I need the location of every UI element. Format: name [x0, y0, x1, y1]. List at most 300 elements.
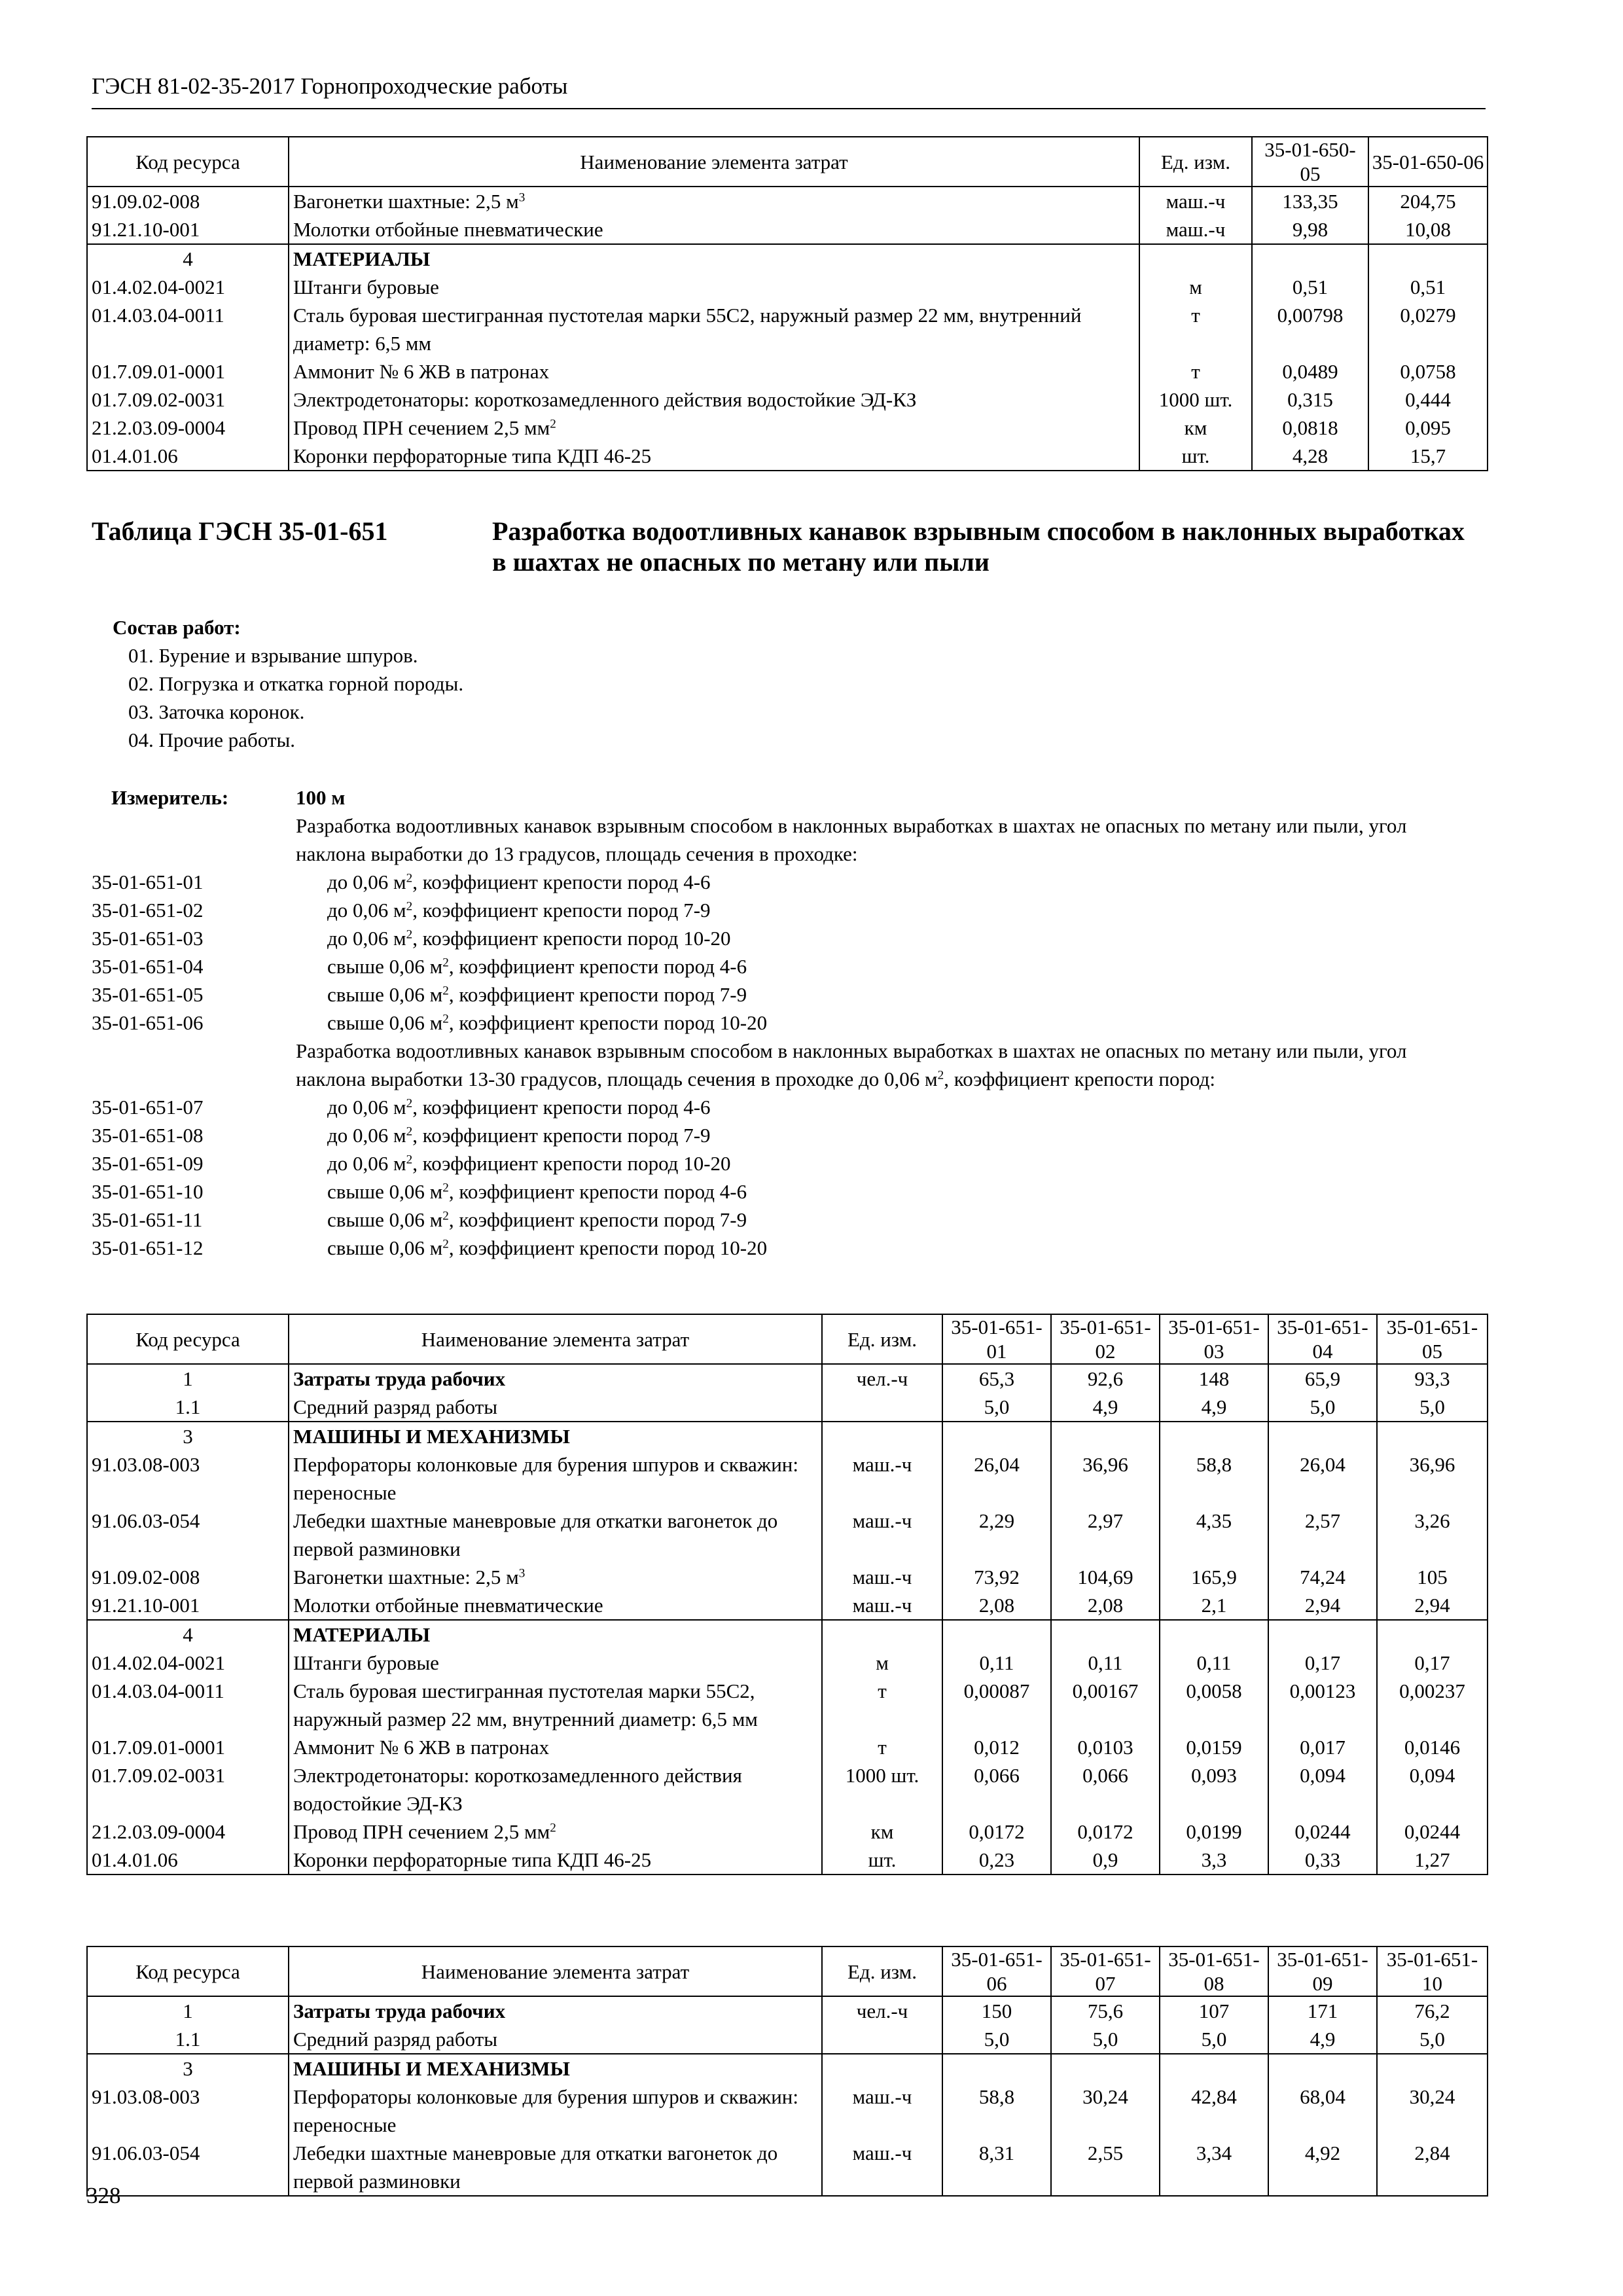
cell-name: МАШИНЫ И МЕХАНИЗМЫ — [289, 2054, 822, 2083]
norm-description: свыше 0,06 $м^2$, коэффициент крепости пород 7-9 — [327, 1208, 747, 1231]
table-row — [87, 2139, 1488, 2196]
table-row — [87, 1846, 1488, 1874]
cell-value: 5,0 — [1051, 2025, 1160, 2054]
running-header: ГЭСН 81-02-35-2017 Горнопроходческие работы — [92, 73, 568, 99]
norm-item — [92, 896, 1472, 924]
col-header-name: Наименование элемента затрат — [289, 1314, 822, 1364]
cell-value: 0,00123 — [1268, 1677, 1377, 1733]
norm-code: 35-01-651-04 — [92, 955, 204, 978]
cell-name: Средний разряд работы — [289, 1393, 822, 1422]
cell-value: 0,00237 — [1377, 1677, 1488, 1733]
norm-description: свыше 0,06 $м^2$, коэффициент крепости пород 7-9 — [327, 983, 747, 1006]
cell-unit: т — [1139, 357, 1252, 386]
cell-name: МАТЕРИАЛЫ — [289, 1620, 822, 1649]
cell-value — [1268, 2054, 1377, 2083]
table-label: Таблица ГЭСН 35-01-651 — [92, 516, 388, 546]
cell-value: 0,23 — [942, 1846, 1051, 1874]
work-item: 03. Заточка коронок. — [128, 700, 305, 723]
cell-name: Коронки перфораторные типа КДП 46-25 — [289, 442, 1139, 471]
cell-unit: км — [1139, 414, 1252, 442]
cell-value: 2,94 — [1377, 1591, 1488, 1620]
cell-unit — [822, 1422, 942, 1450]
cell-value: 107 — [1160, 1996, 1268, 2025]
col-header-norm: 35-01-651-08 — [1160, 1946, 1268, 1996]
col-header-norm: 35-01-651-03 — [1160, 1314, 1268, 1364]
cell-code: 3 — [87, 1422, 289, 1450]
cell-code: 01.7.09.01-0001 — [87, 1733, 289, 1761]
cell-code: 3 — [87, 2054, 289, 2083]
norm-description: до 0,06 $м^2$, коэффициент крепости пород 10-20 — [327, 927, 731, 950]
norm-description: свыше 0,06 $м^2$, коэффициент крепости пород 4-6 — [327, 1180, 747, 1203]
cell-value: 30,24 — [1377, 2083, 1488, 2139]
cell-value: 148 — [1160, 1364, 1268, 1393]
cell-code: 01.4.02.04-0021 — [87, 273, 289, 301]
cell-unit: маш.-ч — [1139, 187, 1252, 215]
cell-value — [1051, 1422, 1160, 1450]
cell-code: 91.06.03-054 — [87, 2139, 289, 2196]
col-header-norm: 35-01-651-02 — [1051, 1314, 1160, 1364]
table-row — [87, 1563, 1488, 1591]
cell-unit: т — [1139, 301, 1252, 357]
cell-value: 3,26 — [1377, 1507, 1488, 1563]
cell-value: 3,3 — [1160, 1846, 1268, 1874]
cell-unit: маш.-ч — [822, 1507, 942, 1563]
norm-item — [92, 1177, 1472, 1206]
table-row — [87, 1393, 1488, 1422]
cell-code: 01.4.01.06 — [87, 1846, 289, 1874]
cell-value: 0,0199 — [1160, 1818, 1268, 1846]
cell-code: 01.7.09.01-0001 — [87, 357, 289, 386]
norm-item — [92, 1149, 1472, 1177]
cell-value: 0,17 — [1377, 1649, 1488, 1677]
table-row — [87, 1450, 1488, 1507]
table-header-row — [87, 1946, 1488, 1996]
cell-value — [1377, 1620, 1488, 1649]
table-row — [87, 1422, 1488, 1450]
table-title: Разработка водоотливных канавок взрывным способом в наклонных выработках в шахтах не опасных по метану или пыли — [492, 516, 1465, 577]
norm-item — [92, 868, 1472, 896]
cell-value: 0,0058 — [1160, 1677, 1268, 1733]
cell-value — [1160, 1620, 1268, 1649]
cell-value: 105 — [1377, 1563, 1488, 1591]
cell-value: 0,0244 — [1268, 1818, 1377, 1846]
resources-table-651-a — [86, 1314, 1488, 1875]
table-row — [87, 1364, 1488, 1393]
cell-value: 2,29 — [942, 1507, 1051, 1563]
norm-code: 35-01-651-03 — [92, 927, 204, 950]
cell-code: 4 — [87, 244, 289, 273]
cell-value: 1,27 — [1377, 1846, 1488, 1874]
table-row — [87, 215, 1488, 244]
cell-value: 75,6 — [1051, 1996, 1160, 2025]
cell-value: 204,75 — [1368, 187, 1488, 215]
cell-value: 0,11 — [942, 1649, 1051, 1677]
norm-description: до 0,06 $м^2$, коэффициент крепости пород 4-6 — [327, 1096, 711, 1119]
col-header-norm: 35-01-650-06 — [1368, 137, 1488, 187]
cell-value: 36,96 — [1051, 1450, 1160, 1507]
cell-value: 92,6 — [1051, 1364, 1160, 1393]
cell-value: 4,9 — [1160, 1393, 1268, 1422]
resources-table-650 — [86, 136, 1488, 471]
norm-code: 35-01-651-10 — [92, 1180, 204, 1203]
work-composition — [113, 613, 463, 754]
cell-value: 3,34 — [1160, 2139, 1268, 2196]
cell-name: Штанги буровые — [289, 1649, 822, 1677]
cell-name: Аммонит № 6 ЖВ в патронах — [289, 1733, 822, 1761]
cell-value: 0,0172 — [1051, 1818, 1160, 1846]
cell-value: 2,08 — [1051, 1591, 1160, 1620]
cell-value: 2,97 — [1051, 1507, 1160, 1563]
cell-name: Вагонетки шахтные: 2,5 $м^3$ — [289, 187, 1139, 215]
work-item: 04. Прочие работы. — [128, 728, 296, 751]
table-row — [87, 414, 1488, 442]
cell-value: 74,24 — [1268, 1563, 1377, 1591]
cell-value: 0,017 — [1268, 1733, 1377, 1761]
group-description-row — [92, 1037, 1472, 1093]
cell-code: 01.4.03.04-0011 — [87, 1677, 289, 1733]
cell-name: Электродетонаторы: короткозамедленного действия водостойкие ЭД-КЗ — [289, 1761, 822, 1818]
norm-description: свыше 0,06 $м^2$, коэффициент крепости пород 10-20 — [327, 1011, 768, 1034]
cell-name: МАШИНЫ И МЕХАНИЗМЫ — [289, 1422, 822, 1450]
norm-code: 35-01-651-12 — [92, 1236, 204, 1259]
cell-value: 65,3 — [942, 1364, 1051, 1393]
norm-code: 35-01-651-11 — [92, 1208, 203, 1231]
cell-name: Затраты труда рабочих — [289, 1364, 822, 1393]
col-header-unit: Ед. изм. — [822, 1946, 942, 1996]
cell-value: 2,57 — [1268, 1507, 1377, 1563]
cell-name: Провод ПРН сечением 2,5 $мм^2$ — [289, 1818, 822, 1846]
table-row — [87, 442, 1488, 471]
cell-value: 68,04 — [1268, 2083, 1377, 2139]
norm-code: 35-01-651-05 — [92, 983, 204, 1006]
cell-code: 01.4.02.04-0021 — [87, 1649, 289, 1677]
cell-value: 4,92 — [1268, 2139, 1377, 2196]
cell-name: Молотки отбойные пневматические — [289, 1591, 822, 1620]
cell-name: Перфораторы колонковые для бурения шпуров и скважин: переносные — [289, 1450, 822, 1507]
cell-value: 171 — [1268, 1996, 1377, 2025]
cell-unit: маш.-ч — [822, 1563, 942, 1591]
col-header-norm: 35-01-650-05 — [1252, 137, 1368, 187]
norm-code: 35-01-651-02 — [92, 899, 204, 922]
norm-description: свыше 0,06 $м^2$, коэффициент крепости пород 4-6 — [327, 955, 747, 978]
cell-value: 26,04 — [942, 1450, 1051, 1507]
group-description-row — [92, 812, 1472, 868]
cell-name: Коронки перфораторные типа КДП 46-25 — [289, 1846, 822, 1874]
work-item: 02. Погрузка и откатка горной породы. — [128, 672, 464, 695]
table-row — [87, 1818, 1488, 1846]
cell-unit: чел.-ч — [822, 1364, 942, 1393]
table-row — [87, 2083, 1488, 2139]
cell-name: Молотки отбойные пневматические — [289, 215, 1139, 244]
cell-value: 2,84 — [1377, 2139, 1488, 2196]
resources-table-651-b — [86, 1946, 1488, 2197]
measurement-row — [92, 783, 1472, 812]
col-header-name: Наименование элемента затрат — [289, 137, 1139, 187]
cell-value: 5,0 — [1160, 2025, 1268, 2054]
cell-unit: шт. — [822, 1846, 942, 1874]
cell-unit — [822, 1393, 942, 1422]
norm-item — [92, 1093, 1472, 1121]
table-row — [87, 1649, 1488, 1677]
cell-code: 01.7.09.02-0031 — [87, 1761, 289, 1818]
col-header-unit: Ед. изм. — [1139, 137, 1252, 187]
cell-code: 91.03.08-003 — [87, 2083, 289, 2139]
cell-value: 4,9 — [1051, 1393, 1160, 1422]
cell-name: Средний разряд работы — [289, 2025, 822, 2054]
table-row — [87, 1761, 1488, 1818]
cell-name: Аммонит № 6 ЖВ в патронах — [289, 357, 1139, 386]
cell-value — [1268, 1620, 1377, 1649]
measurement-label: Измеритель: — [111, 786, 229, 809]
cell-name: Электродетонаторы: короткозамедленного действия водостойкие ЭД-КЗ — [289, 386, 1139, 414]
cell-value: 0,0489 — [1252, 357, 1368, 386]
cell-code: 91.06.03-054 — [87, 1507, 289, 1563]
cell-name: Провод ПРН сечением 2,5 $мм^2$ — [289, 414, 1139, 442]
norm-code: 35-01-651-07 — [92, 1096, 204, 1119]
cell-value: 0,00798 — [1252, 301, 1368, 357]
cell-value: 0,012 — [942, 1733, 1051, 1761]
cell-name: Перфораторы колонковые для бурения шпуров и скважин: переносные — [289, 2083, 822, 2139]
cell-code: 1 — [87, 1996, 289, 2025]
norm-code: 35-01-651-06 — [92, 1011, 204, 1034]
norm-code: 35-01-651-08 — [92, 1124, 204, 1147]
cell-name: Вагонетки шахтные: 2,5 $м^3$ — [289, 1563, 822, 1591]
cell-unit: чел.-ч — [822, 1996, 942, 2025]
col-header-unit: Ед. изм. — [822, 1314, 942, 1364]
cell-value: 0,066 — [1051, 1761, 1160, 1818]
cell-value: 65,9 — [1268, 1364, 1377, 1393]
table-row — [87, 187, 1488, 215]
cell-value: 0,315 — [1252, 386, 1368, 414]
cell-code: 21.2.03.09-0004 — [87, 1818, 289, 1846]
table-row — [87, 357, 1488, 386]
col-header-norm: 35-01-651-09 — [1268, 1946, 1377, 1996]
col-header-code: Код ресурса — [87, 1946, 289, 1996]
cell-value — [942, 1422, 1051, 1450]
cell-name: Затраты труда рабочих — [289, 1996, 822, 2025]
group-description: Разработка водоотливных канавок взрывным способом в наклонных выработках в шахтах не опасных по метану или пыли, угол наклона выработки до 13 градусов, площадь сечения в проходке: — [296, 814, 1407, 865]
cell-value: 0,33 — [1268, 1846, 1377, 1874]
table-row — [87, 386, 1488, 414]
cell-unit: маш.-ч — [1139, 215, 1252, 244]
cell-value — [1160, 2054, 1268, 2083]
cell-value: 73,92 — [942, 1563, 1051, 1591]
col-header-code: Код ресурса — [87, 1314, 289, 1364]
cell-value — [1252, 244, 1368, 273]
cell-value: 0,095 — [1368, 414, 1488, 442]
norm-item — [92, 1206, 1472, 1234]
cell-value: 2,94 — [1268, 1591, 1377, 1620]
work-item: 01. Бурение и взрывание шпуров. — [128, 644, 418, 667]
cell-value: 0,0103 — [1051, 1733, 1160, 1761]
cell-value: 0,17 — [1268, 1649, 1377, 1677]
cell-value: 0,00087 — [942, 1677, 1051, 1733]
cell-value: 0,51 — [1368, 273, 1488, 301]
cell-value — [1051, 1620, 1160, 1649]
norm-item — [92, 1234, 1472, 1262]
cell-value: 0,066 — [942, 1761, 1051, 1818]
cell-value — [1368, 244, 1488, 273]
cell-value: 133,35 — [1252, 187, 1368, 215]
cell-value: 0,9 — [1051, 1846, 1160, 1874]
cell-value: 5,0 — [942, 1393, 1051, 1422]
cell-unit: т — [822, 1733, 942, 1761]
cell-value: 0,0758 — [1368, 357, 1488, 386]
cell-value: 5,0 — [1377, 2025, 1488, 2054]
col-header-code: Код ресурса — [87, 137, 289, 187]
table-row — [87, 1591, 1488, 1620]
cell-code: 1.1 — [87, 2025, 289, 2054]
cell-unit: 1000 шт. — [822, 1761, 942, 1818]
cell-value: 0,444 — [1368, 386, 1488, 414]
cell-value: 150 — [942, 1996, 1051, 2025]
cell-value: 2,55 — [1051, 2139, 1160, 2196]
norm-code: 35-01-651-01 — [92, 870, 204, 893]
cell-value: 0,11 — [1160, 1649, 1268, 1677]
cell-value: 4,28 — [1252, 442, 1368, 471]
cell-code: 1 — [87, 1364, 289, 1393]
cell-value: 0,51 — [1252, 273, 1368, 301]
col-header-norm: 35-01-651-01 — [942, 1314, 1051, 1364]
cell-unit: маш.-ч — [822, 1591, 942, 1620]
norm-item — [92, 1121, 1472, 1149]
cell-value: 36,96 — [1377, 1450, 1488, 1507]
cell-value: 8,31 — [942, 2139, 1051, 2196]
page-number: 328 — [86, 2183, 121, 2208]
cell-value: 0,0818 — [1252, 414, 1368, 442]
table-row — [87, 1507, 1488, 1563]
cell-value: 104,69 — [1051, 1563, 1160, 1591]
measurement-block — [92, 783, 1472, 1262]
cell-unit — [1139, 244, 1252, 273]
table-header-row — [87, 1314, 1488, 1364]
norm-item — [92, 980, 1472, 1009]
cell-code: 1.1 — [87, 1393, 289, 1422]
table-row — [87, 2054, 1488, 2083]
cell-value: 76,2 — [1377, 1996, 1488, 2025]
cell-value: 58,8 — [1160, 1450, 1268, 1507]
norm-item — [92, 952, 1472, 980]
cell-value: 0,0172 — [942, 1818, 1051, 1846]
cell-value: 0,0244 — [1377, 1818, 1488, 1846]
cell-value: 30,24 — [1051, 2083, 1160, 2139]
cell-unit — [822, 2025, 942, 2054]
cell-value: 15,7 — [1368, 442, 1488, 471]
cell-value: 0,11 — [1051, 1649, 1160, 1677]
cell-unit: шт. — [1139, 442, 1252, 471]
norm-description: до 0,06 $м^2$, коэффициент крепости пород 4-6 — [327, 870, 711, 893]
col-header-name: Наименование элемента затрат — [289, 1946, 822, 1996]
table-row — [87, 2025, 1488, 2054]
cell-value: 0,0146 — [1377, 1733, 1488, 1761]
cell-value: 9,98 — [1252, 215, 1368, 244]
cell-value: 4,35 — [1160, 1507, 1268, 1563]
col-header-norm: 35-01-651-04 — [1268, 1314, 1377, 1364]
cell-value: 42,84 — [1160, 2083, 1268, 2139]
table-row — [87, 1996, 1488, 2025]
col-header-norm: 35-01-651-05 — [1377, 1314, 1488, 1364]
cell-value: 5,0 — [942, 2025, 1051, 2054]
cell-name: Сталь буровая шестигранная пустотелая марки 55С2, наружный размер 22 мм, внутренний диаметр: 6,5 мм — [289, 1677, 822, 1733]
cell-value: 165,9 — [1160, 1563, 1268, 1591]
group-description: Разработка водоотливных канавок взрывным способом в наклонных выработках в шахтах не опасных по метану или пыли, угол наклона выработки 13-30 градусов, площадь сечения в проходке до 0,06 $м^2$, коэффициент крепости пород: — [296, 1039, 1407, 1090]
table-row — [87, 244, 1488, 273]
cell-value: 58,8 — [942, 2083, 1051, 2139]
norm-description: до 0,06 $м^2$, коэффициент крепости пород 10-20 — [327, 1152, 731, 1175]
cell-code: 91.09.02-008 — [87, 1563, 289, 1591]
cell-unit: т — [822, 1677, 942, 1733]
cell-value: 4,9 — [1268, 2025, 1377, 2054]
norm-description: до 0,06 $м^2$, коэффициент крепости пород 7-9 — [327, 899, 711, 922]
col-header-norm: 35-01-651-07 — [1051, 1946, 1160, 1996]
cell-value: 10,08 — [1368, 215, 1488, 244]
cell-unit — [822, 1620, 942, 1649]
col-header-norm: 35-01-651-06 — [942, 1946, 1051, 1996]
cell-value: 0,0159 — [1160, 1733, 1268, 1761]
norm-description: свыше 0,06 $м^2$, коэффициент крепости пород 10-20 — [327, 1236, 768, 1259]
cell-name: Лебедки шахтные маневровые для откатки вагонеток до первой разминовки — [289, 2139, 822, 2196]
cell-value: 0,0279 — [1368, 301, 1488, 357]
cell-value — [1377, 1422, 1488, 1450]
cell-value — [942, 1620, 1051, 1649]
cell-value: 5,0 — [1377, 1393, 1488, 1422]
cell-code: 01.4.03.04-0011 — [87, 301, 289, 357]
cell-name: Штанги буровые — [289, 273, 1139, 301]
cell-unit — [822, 2054, 942, 2083]
cell-unit: км — [822, 1818, 942, 1846]
cell-code: 91.03.08-003 — [87, 1450, 289, 1507]
header-rule — [92, 108, 1486, 109]
cell-value: 0,094 — [1377, 1761, 1488, 1818]
cell-code: 91.21.10-001 — [87, 1591, 289, 1620]
table-row — [87, 1733, 1488, 1761]
cell-value — [942, 2054, 1051, 2083]
table-row — [87, 1620, 1488, 1649]
norm-item — [92, 1009, 1472, 1037]
table-row — [87, 273, 1488, 301]
cell-value — [1377, 2054, 1488, 2083]
work-composition-heading: Состав работ: — [113, 616, 241, 639]
cell-unit: м — [822, 1649, 942, 1677]
cell-name: Лебедки шахтные маневровые для откатки вагонеток до первой разминовки — [289, 1507, 822, 1563]
cell-value: 0,00167 — [1051, 1677, 1160, 1733]
norm-description: до 0,06 $м^2$, коэффициент крепости пород 7-9 — [327, 1124, 711, 1147]
cell-value — [1051, 2054, 1160, 2083]
cell-code: 21.2.03.09-0004 — [87, 414, 289, 442]
cell-value — [1268, 1422, 1377, 1450]
norm-item — [92, 924, 1472, 952]
cell-unit: маш.-ч — [822, 1450, 942, 1507]
cell-unit: 1000 шт. — [1139, 386, 1252, 414]
cell-value: 0,094 — [1268, 1761, 1377, 1818]
table-row — [87, 301, 1488, 357]
cell-unit: м — [1139, 273, 1252, 301]
cell-unit: маш.-ч — [822, 2083, 942, 2139]
cell-value: 93,3 — [1377, 1364, 1488, 1393]
cell-value: 2,1 — [1160, 1591, 1268, 1620]
cell-unit: маш.-ч — [822, 2139, 942, 2196]
table-header-row — [87, 137, 1488, 187]
norm-code: 35-01-651-09 — [92, 1152, 204, 1175]
cell-code: 91.09.02-008 — [87, 187, 289, 215]
cell-code: 01.7.09.02-0031 — [87, 386, 289, 414]
col-header-norm: 35-01-651-10 — [1377, 1946, 1488, 1996]
cell-name: Сталь буровая шестигранная пустотелая марки 55С2, наружный размер 22 мм, внутренний диаметр: 6,5 мм — [289, 301, 1139, 357]
measurement-value: 100 м — [296, 786, 346, 809]
table-row — [87, 1677, 1488, 1733]
cell-code: 91.21.10-001 — [87, 215, 289, 244]
cell-value: 2,08 — [942, 1591, 1051, 1620]
